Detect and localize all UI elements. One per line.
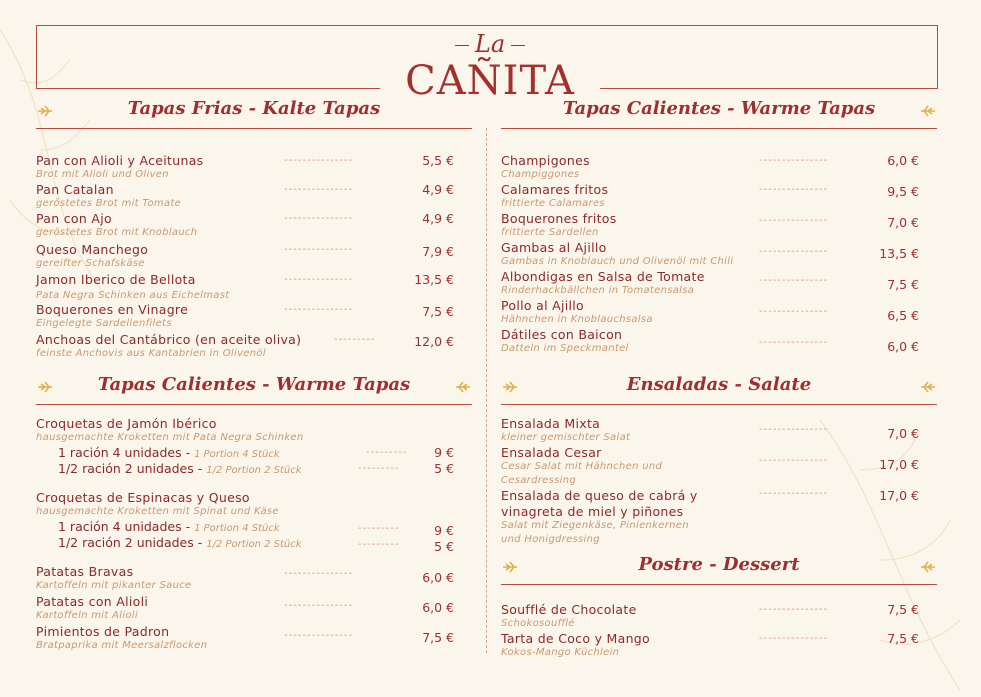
item-price: 17,0 € xyxy=(879,457,919,472)
item-name: Jamon Iberico de Bellota xyxy=(36,272,196,287)
ornament-icon xyxy=(919,380,937,394)
menu-item xyxy=(501,269,937,298)
dot-leader: --------------- xyxy=(284,304,354,315)
ornament-icon xyxy=(454,380,472,394)
dot-leader: --------------- xyxy=(759,306,829,317)
section-title: Ensaladas - Salate xyxy=(626,374,812,395)
croquetas-espinacas xyxy=(36,490,472,519)
item-description: frittierte Sardellen xyxy=(501,227,599,238)
menu-item xyxy=(501,211,937,240)
dot-leader: --------- xyxy=(358,539,400,550)
section-header-ensaladas xyxy=(501,374,937,405)
portion-price: 5 € xyxy=(434,461,454,476)
item-name: Croquetas de Jamón Ibérico xyxy=(36,416,217,431)
item-name: Champigones xyxy=(501,153,590,168)
menu-item xyxy=(501,153,937,182)
item-name: Patatas con Alioli xyxy=(36,594,149,609)
logo-main-text: CAÑITA xyxy=(405,58,575,104)
item-description: Bratpaprika mit Meersalzflocken xyxy=(36,640,208,651)
item-description: Champiggones xyxy=(501,169,580,180)
menu-item xyxy=(501,602,937,631)
item-description: geröstetes Brot mit Tomate xyxy=(36,198,182,209)
item-price: 12,0 € xyxy=(414,334,454,349)
item-price: 17,0 € xyxy=(879,488,919,503)
menu-item xyxy=(36,153,472,182)
dot-leader: --------------- xyxy=(284,568,354,579)
portion-row xyxy=(36,461,472,477)
item-price: 7,5 € xyxy=(887,631,919,646)
item-name: Boquerones en Vinagre xyxy=(36,302,189,317)
menu-item xyxy=(501,182,937,211)
item-name: Albondigas en Salsa de Tomate xyxy=(501,269,705,284)
menu-item xyxy=(501,445,937,488)
dot-leader: --------- xyxy=(358,523,400,534)
portion-label: 1 ración 4 unidades - xyxy=(58,519,191,534)
item-name: Patatas Bravas xyxy=(36,564,134,579)
menu-item xyxy=(501,240,937,269)
item-name: Ensalada Cesar xyxy=(501,445,602,460)
item-price: 4,9 € xyxy=(422,182,454,197)
item-description: Cesar Salat mit Hähnchen und xyxy=(501,461,663,472)
dot-leader: --------- xyxy=(366,447,408,458)
item-name: Croquetas de Espinacas y Queso xyxy=(36,490,250,505)
item-name: Queso Manchego xyxy=(36,242,149,257)
portion-label: 1/2 ración 2 unidades - xyxy=(58,535,203,550)
item-description: Kokos-Mango Küchlein xyxy=(501,647,620,658)
item-name-line2: vinagreta de miel y piñones xyxy=(501,504,684,519)
portion-price: 5 € xyxy=(434,539,454,554)
logo-small-text: La xyxy=(380,30,600,58)
menu-item xyxy=(36,302,472,331)
item-name: Pimientos de Padron xyxy=(36,624,170,639)
dot-leader: --------------- xyxy=(759,488,829,499)
item-price: 9,5 € xyxy=(887,184,919,199)
dot-leader: --------------- xyxy=(759,455,829,466)
item-name: Pan con Ajo xyxy=(36,211,112,226)
croquetas-jamon xyxy=(36,416,472,445)
item-price: 7,5 € xyxy=(422,304,454,319)
item-price: 7,5 € xyxy=(422,630,454,645)
dot-leader: --------------- xyxy=(284,274,354,285)
dot-leader: --------------- xyxy=(284,213,354,224)
menu-item xyxy=(36,272,472,303)
restaurant-logo xyxy=(380,28,600,102)
item-name: Soufflé de Chocolate xyxy=(501,602,637,617)
ornament-icon xyxy=(919,560,937,574)
item-description: hausgemachte Kroketten mit Pata Negra Schinken xyxy=(36,432,304,443)
item-name: Gambas al Ajillo xyxy=(501,240,607,255)
item-name: Tarta de Coco y Mango xyxy=(501,631,650,646)
item-price: 6,5 € xyxy=(887,308,919,323)
item-description: Gambas in Knoblauch und Olivenöl mit Chili xyxy=(501,256,734,267)
menu-item xyxy=(501,631,937,660)
item-price: 6,0 € xyxy=(422,600,454,615)
dot-leader: --------------- xyxy=(759,633,829,644)
menu-item xyxy=(501,488,937,547)
item-name: Ensalada de queso de cabrá y xyxy=(501,488,698,503)
item-description: Datteln im Speckmantel xyxy=(501,343,629,354)
dot-leader: --------------- xyxy=(284,600,354,611)
dot-leader: --------------- xyxy=(759,155,829,166)
item-name: Anchoas del Cantábrico (en aceite oliva) xyxy=(36,332,302,347)
dot-leader: --------------- xyxy=(759,337,829,348)
item-description: gereifter Schafskäse xyxy=(36,258,145,269)
portion-description: 1 Portion 4 Stück xyxy=(194,449,280,460)
menu-item xyxy=(36,332,472,361)
dot-leader: --------------- xyxy=(759,275,829,286)
item-description: geröstetes Brot mit Knoblauch xyxy=(36,227,198,238)
item-name: Boquerones fritos xyxy=(501,211,617,226)
item-price: 7,9 € xyxy=(422,244,454,259)
section-title: Postre - Dessert xyxy=(638,554,800,575)
menu-item xyxy=(501,327,937,356)
menu-item xyxy=(36,594,472,623)
portion-row xyxy=(36,519,472,538)
portion-row xyxy=(36,535,472,554)
portion-label: 1 ración 4 unidades - xyxy=(58,445,191,460)
menu-item xyxy=(36,564,472,593)
item-description: frittierte Calamares xyxy=(501,198,605,209)
dot-leader: --------------- xyxy=(759,215,829,226)
ornament-icon xyxy=(919,104,937,118)
item-price: 13,5 € xyxy=(879,246,919,261)
item-price: 7,0 € xyxy=(887,215,919,230)
item-name: Pollo al Ajillo xyxy=(501,298,585,313)
dot-leader: --------------- xyxy=(284,155,354,166)
item-name: Pan con Alioli y Aceitunas xyxy=(36,153,204,168)
item-description: feinste Anchovis aus Kantabrien in Olivenöl xyxy=(36,348,266,359)
item-price: 6,0 € xyxy=(887,339,919,354)
item-name: Dátiles con Baicon xyxy=(501,327,623,342)
section-title: Tapas Calientes - Warme Tapas xyxy=(97,374,411,395)
item-description: Kartoffeln mit pikanter Sauce xyxy=(36,580,192,591)
item-price: 6,0 € xyxy=(422,570,454,585)
item-price: 4,9 € xyxy=(422,211,454,226)
portion-row xyxy=(36,445,472,461)
dot-leader: --------- xyxy=(334,334,376,345)
section-header-tapas-calientes xyxy=(36,374,472,405)
menu-item xyxy=(36,182,472,211)
item-price: 6,0 € xyxy=(887,153,919,168)
dot-leader: --------------- xyxy=(759,246,829,257)
item-name: Ensalada Mixta xyxy=(501,416,601,431)
section-header-tapas-calientes xyxy=(501,98,937,129)
item-name: Pan Catalan xyxy=(36,182,114,197)
dot-leader: --------------- xyxy=(759,184,829,195)
item-name: Calamares fritos xyxy=(501,182,609,197)
dot-leader: --------- xyxy=(358,463,400,474)
item-description-line2: und Honigdressing xyxy=(501,534,600,545)
dot-leader: --------------- xyxy=(284,184,354,195)
item-price: 7,0 € xyxy=(887,426,919,441)
portion-description: 1 Portion 4 Stück xyxy=(194,523,280,534)
portion-label: 1/2 ración 2 unidades - xyxy=(58,461,203,476)
item-description: Eingelegte Sardellenfilets xyxy=(36,318,172,329)
item-description: Salat mit Ziegenkäse, Pinienkernen xyxy=(501,520,689,531)
section-header-tapas-frias xyxy=(36,98,472,129)
dot-leader: --------------- xyxy=(284,630,354,641)
item-description: Brot mit Alioli und Oliven xyxy=(36,169,169,180)
item-description: Hähnchen in Knoblauchsalsa xyxy=(501,314,653,325)
item-description: hausgemachte Kroketten mit Spinat und Käse xyxy=(36,506,279,517)
item-description: kleiner gemischter Salat xyxy=(501,432,631,443)
section-title: Tapas Calientes - Warme Tapas xyxy=(562,98,876,119)
portion-description: 1/2 Portion 2 Stück xyxy=(206,539,302,550)
menu-item xyxy=(36,242,472,271)
item-description: Pata Negra Schinken aus Eichelmast xyxy=(36,290,230,301)
portion-description: 1/2 Portion 2 Stück xyxy=(206,465,302,476)
menu-item xyxy=(501,298,937,327)
item-description: Kartoffeln mit Alioli xyxy=(36,610,138,621)
portion-price: 9 € xyxy=(434,445,454,460)
item-price: 5,5 € xyxy=(422,153,454,168)
section-header-postre xyxy=(501,554,937,585)
menu-item xyxy=(36,211,472,240)
item-price: 7,5 € xyxy=(887,277,919,292)
menu-item xyxy=(501,416,937,445)
item-description: Rinderhackbällchen in Tomatensalsa xyxy=(501,285,695,296)
dot-leader: --------------- xyxy=(759,424,829,435)
dot-leader: --------------- xyxy=(284,244,354,255)
menu-item xyxy=(36,624,472,653)
item-price: 7,5 € xyxy=(887,602,919,617)
dot-leader: --------------- xyxy=(759,604,829,615)
section-title: Tapas Frias - Kalte Tapas xyxy=(127,98,381,119)
item-description-line2: Cesardressing xyxy=(501,475,576,486)
item-description: Schokosoufflé xyxy=(501,618,575,629)
item-price: 13,5 € xyxy=(414,272,454,287)
portion-price: 9 € xyxy=(434,523,454,538)
column-divider xyxy=(486,128,487,653)
